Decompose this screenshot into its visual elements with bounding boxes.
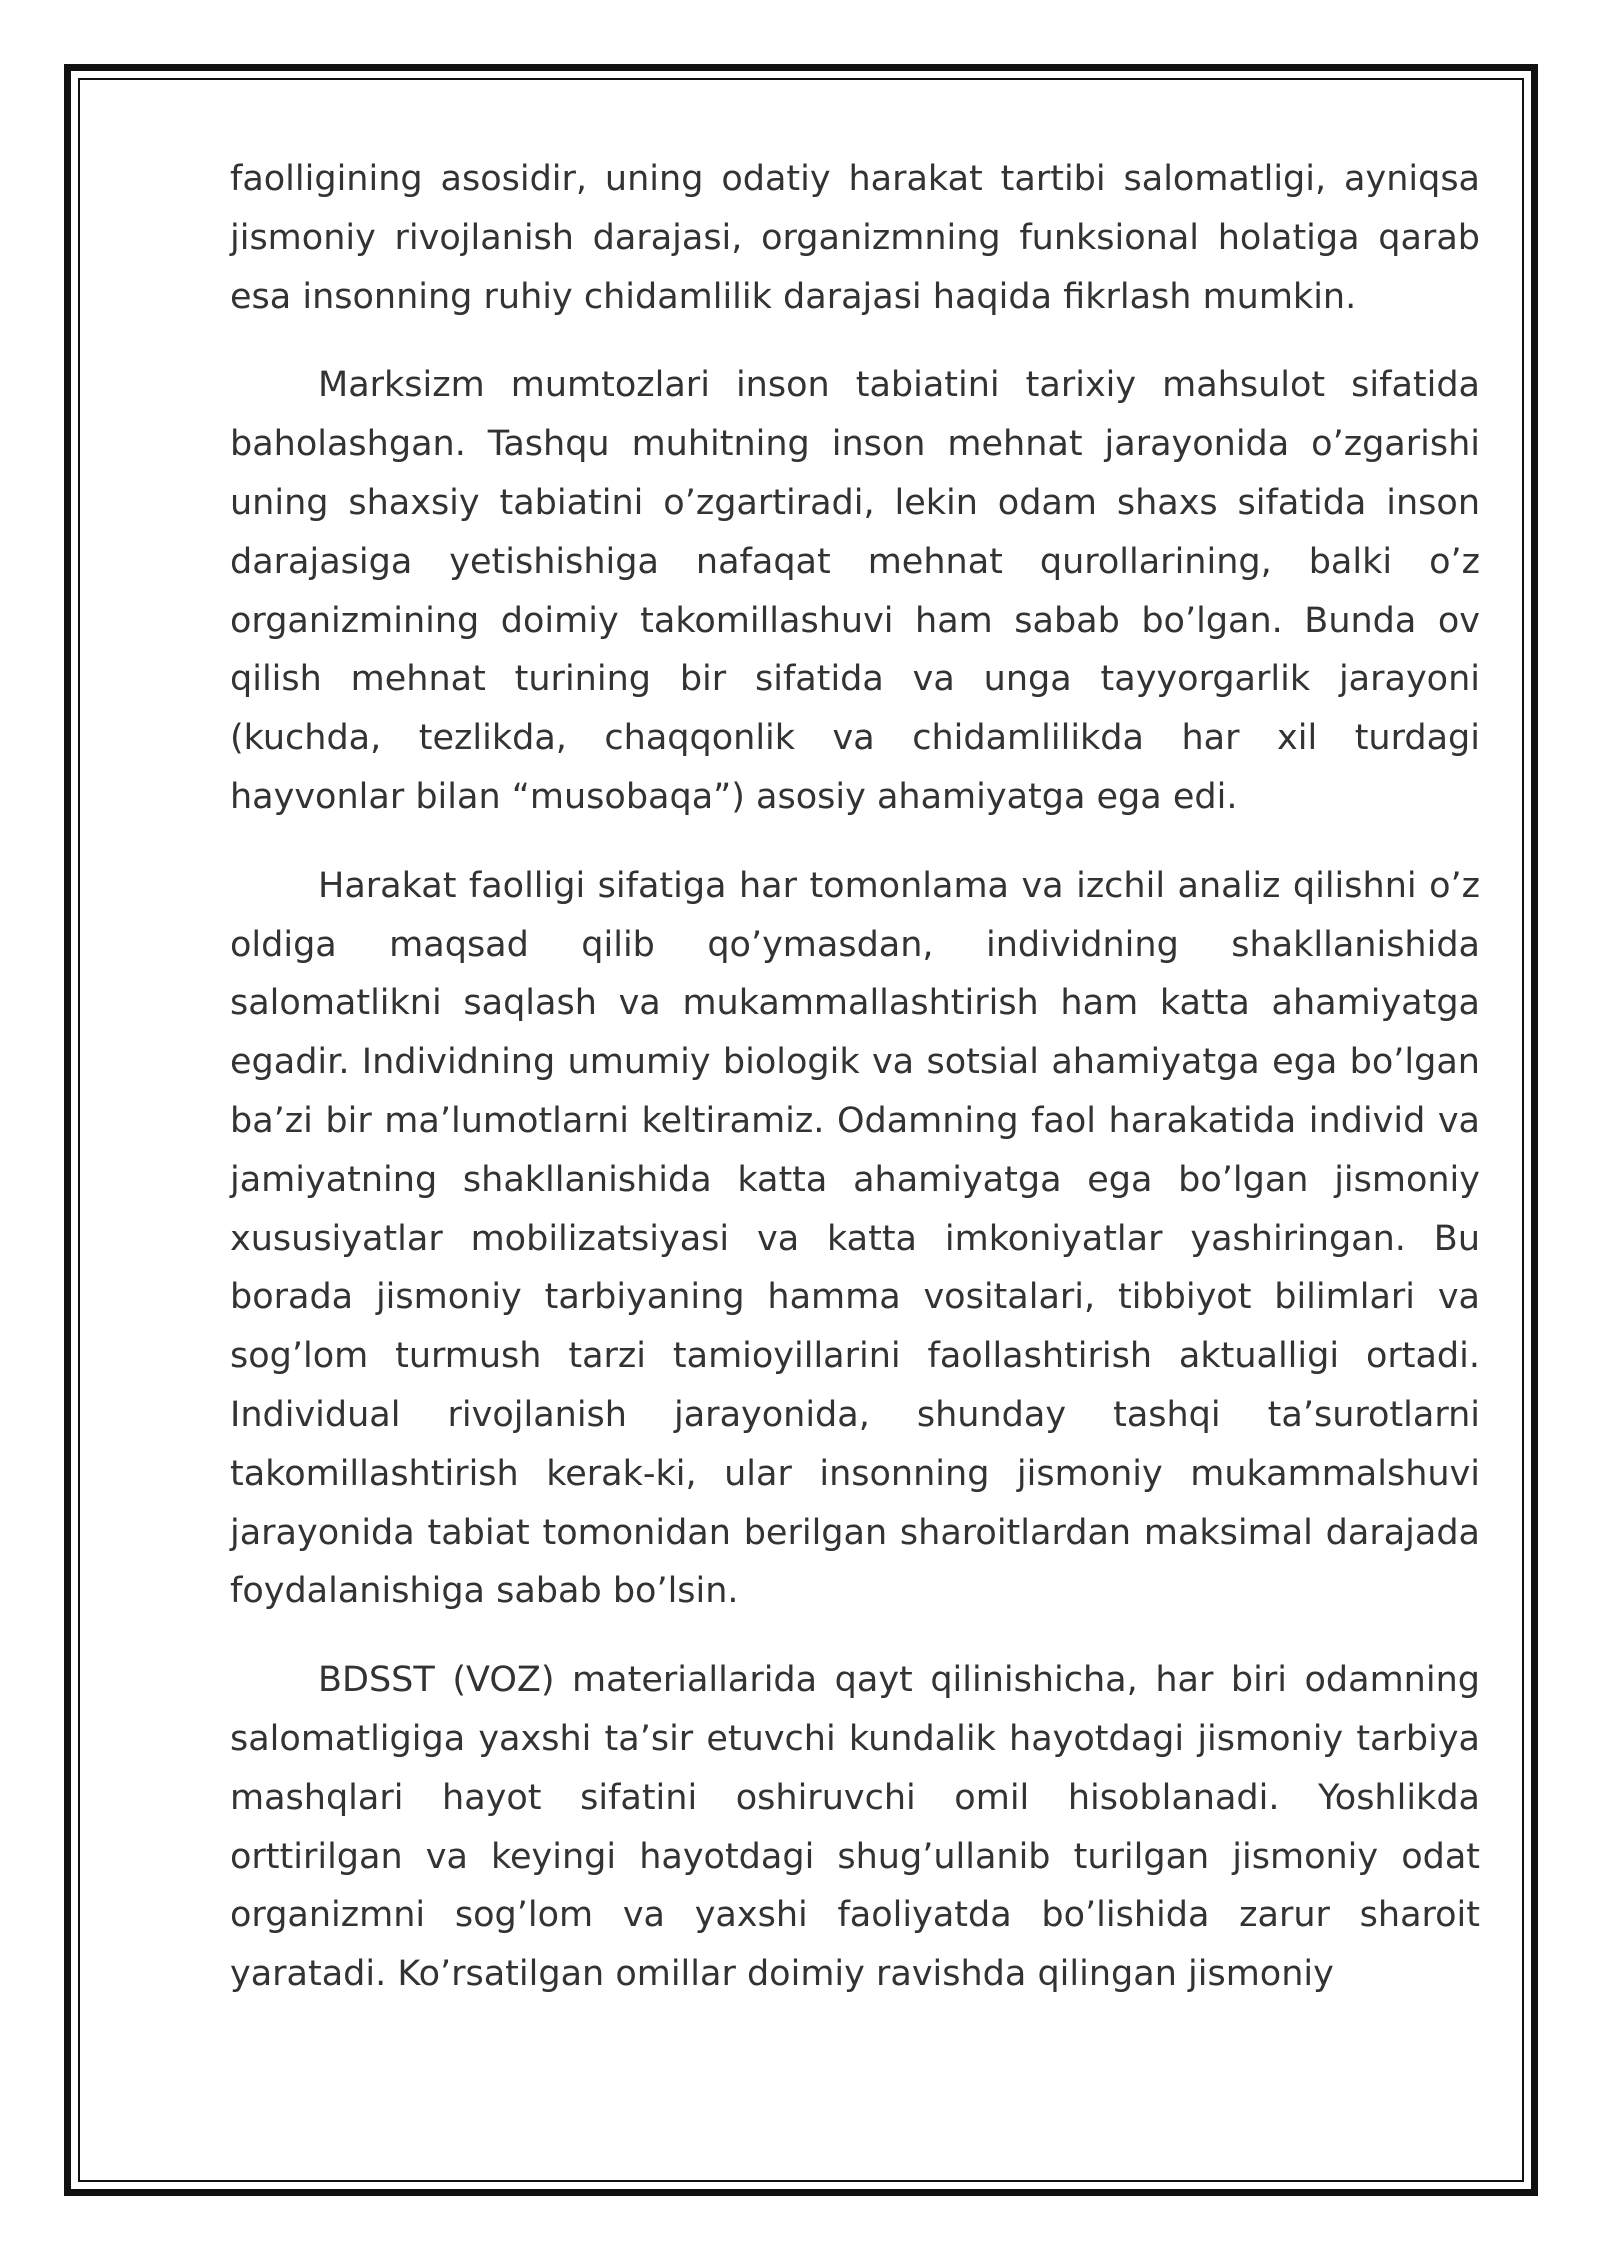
paragraph-4: BDSST (VOZ) materiallarida qayt qilinishicha, har biri odamning salomatligiga yaxshi ta’sir etuvchi kundalik hayotdagi jismoniy tarbiya mashqlari hayot sifatini oshiruvchi omil hisoblanadi. Yoshlikda orttirilgan va keyingi hayotdagi shug’ullanib turilgan jismoniy odat organizmni sog’lom va yaxshi faoliyatda bo’lishida zarur sharoit yaratadi. Ko’rsatilgan omillar doimiy ravishda qilingan jismoniy (230, 1660, 1480, 1995)
paragraph-1: faolligining asosidir, uning odatiy harakat tartibi salomatligi, ayniqsa jismoniy rivojlanish darajasi, organizmning funksional holatiga qarab esa insonning ruhiy chidamlilik darajasi haqida fikrlash mumkin. (230, 159, 1480, 317)
paragraph-2: Marksizm mumtozlari inson tabiatini tarixiy mahsulot sifatida baholashgan. Tashqu muhitning inson mehnat jarayonida o’zgarishi uning shaxsiy tabiatini o’zgartiradi, lekin odam shaxs sifatida inson darajasiga yetishishiga nafaqat mehnat qurollarining, balki o’z organizmining doimiy takomillashuvi ham sabab bo’lgan. Bunda ov qilish mehnat turining bir sifatida va unga tayyorgarlik jarayoni (kuchda, tezlikda, chaqqonlik va chidamlilikda har xil turdagi hayvonlar bilan “musobaqa”) asosiy ahamiyatga ega edi. (230, 365, 1480, 817)
document-body (230, 150, 1480, 2034)
paragraph-3: Harakat faolligi sifatiga har tomonlama va izchil analiz qilishni o’z oldiga maqsad qilib qo’ymasdan, individning shakllanishida salomatlikni saqlash va mukammallashtirish ham katta ahamiyatga egadir. Individning umumiy biologik va sotsial ahamiyatga ega bo’lgan ba’zi bir ma’lumotlarni keltiramiz. Odamning faol harakatida individ va jamiyatning shakllanishida katta ahamiyatga ega bo’lgan jismoniy xususiyatlar mobilizatsiyasi va katta imkoniyatlar yashiringan. Bu borada jismoniy tarbiyaning hamma vositalari, tibbiyot bilimlari va sog’lom turmush tarzi tamioyillarini faollashtirish aktualligi ortadi. Individual rivojlanish jarayonida, shunday tashqi ta’surotlarni takomillashtirish kerak-ki, ular insonning jismoniy mukammalshuvi jarayonida tabiat tomonidan berilgan sharoitlardan maksimal darajada foydalanishiga sabab bo’lsin. (230, 865, 1480, 1612)
